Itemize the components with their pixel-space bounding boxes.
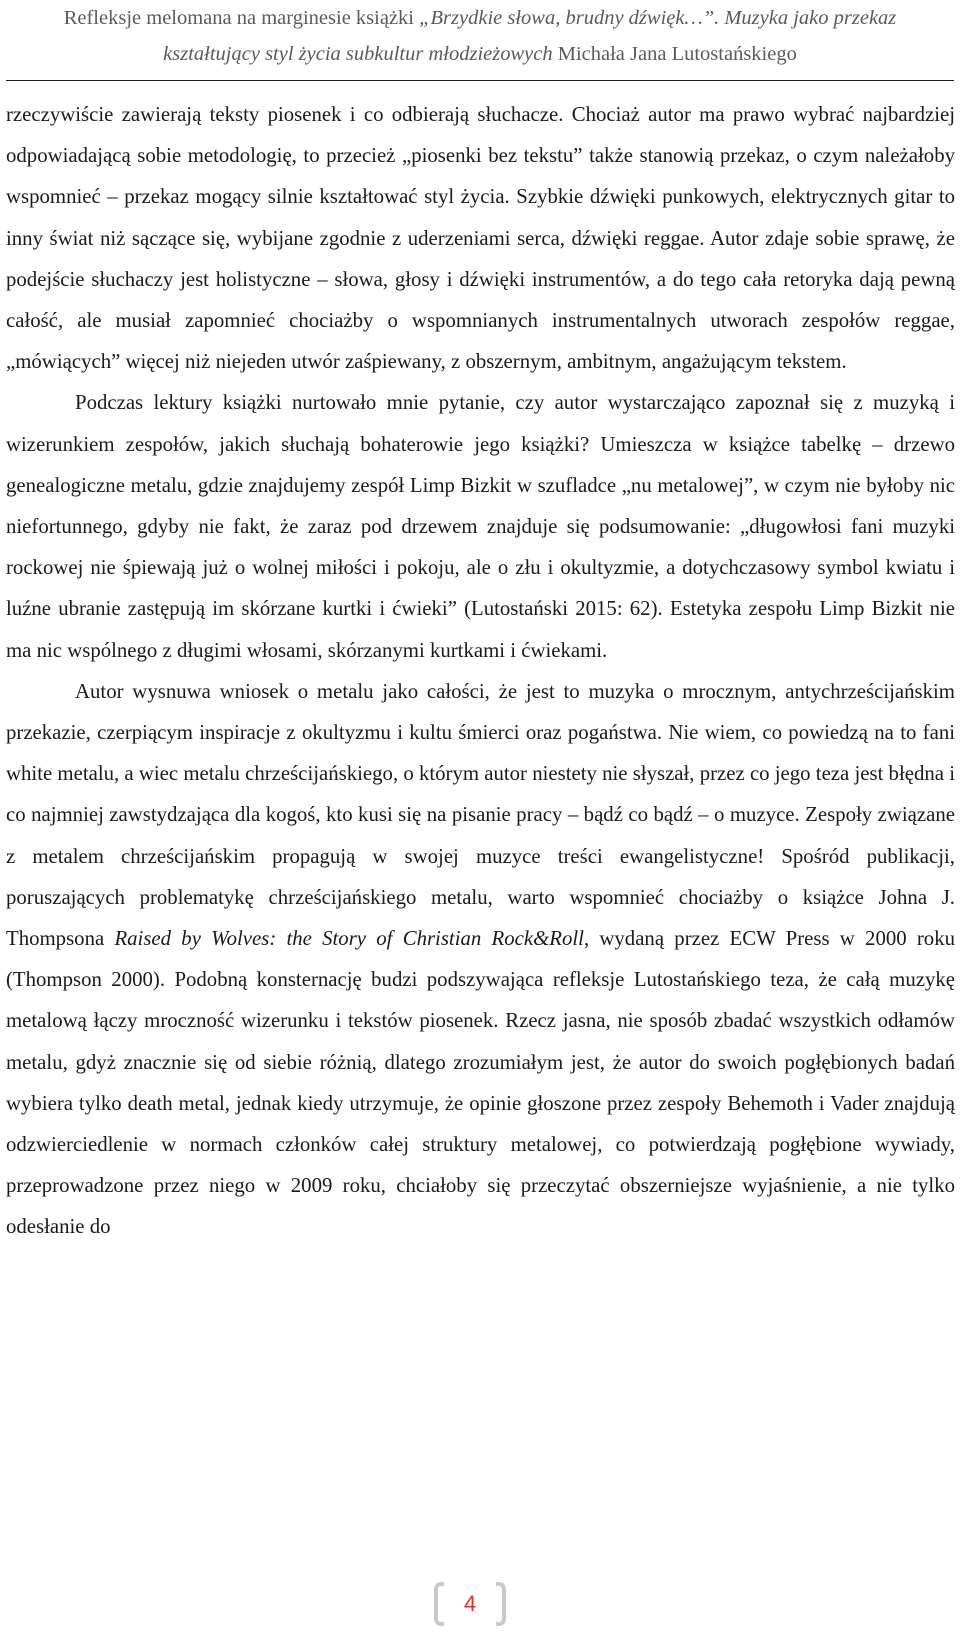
paragraph-3-text-a: Autor wysnuwa wniosek o metalu jako całości, że jest to muzyka o mrocznym, antychrześcijańskim przekazie, czerpiącym inspiracje z okultyzmu i kultu śmierci oraz pogaństwa. Nie wiem, co powiedzą na to fani white metalu, a wiec metalu chrześcijańskiego, o którym autor niestety nie słyszał, przez co jego teza jest błędna i co najmniej zawstydzająca dla kogoś, kto kusi się na pisanie pracy – bądź co bądź – o muzyce. Zespoły związane z metalem chrześcijańskim propagują w swojej muzyce treści ewangelistyczne! Spośród publikacji, poruszających problematykę chrześcijańskiego metalu, warto wspomnieć chociażby o książce Johna J. Thompsona	[6, 679, 955, 951]
paragraph-3-text-b: , wydaną przez ECW Press w 2000 roku (Thompson 2000). Podobną konsternację budzi podszywająca refleksje Lutostańskiego teza, że całą muzykę metalową łączy mroczność wizerunku i tekstów piosenek. Rzecz jasna, nie sposób zbadać wszystkich odłamów metalu, gdyż znacznie się od siebie różnią, dlatego zrozumiałym jest, że autor do swoich pogłębionych badań wybiera tylko death metal, jednak kiedy utrzymuje, że opinie głoszone przez zespoły Behemoth i Vader znajdują odzwierciedlenie w normach członków całej struktury metalowej, co potwierdzają pogłębione wywiady, przeprowadzone przez niego w 2009 roku, chciałoby się przeczytać obszerniejsze wyjaśnienie, a nie tylko odesłanie do	[6, 927, 955, 1239]
header-divider	[6, 80, 954, 81]
left-bracket-icon	[434, 1582, 444, 1626]
body-text	[6, 94, 955, 1248]
book-title: Raised by Wolves: the Story of Christian Rock&Roll	[114, 927, 584, 951]
header-author-text: Michała Jana Lutostańskiego	[552, 43, 797, 65]
header-text-italic: „Brzydkie słowa, brudny dźwięk…”. Muzyka jako przekaz	[419, 7, 897, 29]
running-header-line-1	[6, 0, 954, 36]
page-number: 4	[463, 1591, 477, 1616]
page-number-badge	[420, 1576, 520, 1632]
header-text-italic: kształtujący styl życia subkultur młodzieżowych	[163, 43, 553, 65]
paragraph-3	[6, 671, 955, 1248]
header-text-plain: Refleksje melomana na marginesie książki	[63, 7, 420, 29]
running-header	[6, 0, 954, 72]
running-header-line-2	[6, 36, 954, 72]
paragraph-2: Podczas lektury książki nurtowało mnie pytanie, czy autor wystarczająco zapoznał się z muzyką i wizerunkiem zespołów, jakich słuchają bohaterowie jego książki? Umieszcza w książce tabelkę – drzewo genealogiczne metalu, gdzie znajdujemy zespół Limp Bizkit w szufladce „nu metalowej”, w czym nie byłoby nic niefortunnego, gdyby nie fakt, że zaraz pod drzewem znajduje się podsumowanie: „długowłosi fani muzyki rockowej nie śpiewają już o wolnej miłości i pokoju, ale o złu i okultyzmie, a dotychczasowy symbol kwiatu i luźne ubranie zastępują im skórzane kurtki i ćwieki” (Lutostański 2015: 62). Estetyka zespołu Limp Bizkit nie ma nic wspólnego z długimi włosami, skórzanymi kurtkami i ćwiekami.	[6, 391, 955, 662]
right-bracket-icon	[496, 1582, 506, 1626]
paragraph-1: rzeczywiście zawierają teksty piosenek i co odbierają słuchacze. Chociaż autor ma prawo wybrać najbardziej odpowiadającą sobie metodologię, to przecież „piosenki bez tekstu” także stanowią przekaz, o czym należałoby wspomnieć – przekaz mogący silnie kształtować styl życia. Szybkie dźwięki punkowych, elektrycznych gitar to inny świat niż sączące się, wybijane zgodnie z uderzeniami serca, dźwięki reggae. Autor zdaje sobie sprawę, że podejście słuchaczy jest holistyczne – słowa, głosy i dźwięki instrumentów, a do tego cała retoryka dają pewną całość, ale musiał zapomnieć chociażby o wspomnianych instrumentalnych utworach zespołów reggae, „mówiących” więcej niż niejeden utwór zaśpiewany, z obszernym, ambitnym, angażującym tekstem.	[6, 103, 955, 374]
